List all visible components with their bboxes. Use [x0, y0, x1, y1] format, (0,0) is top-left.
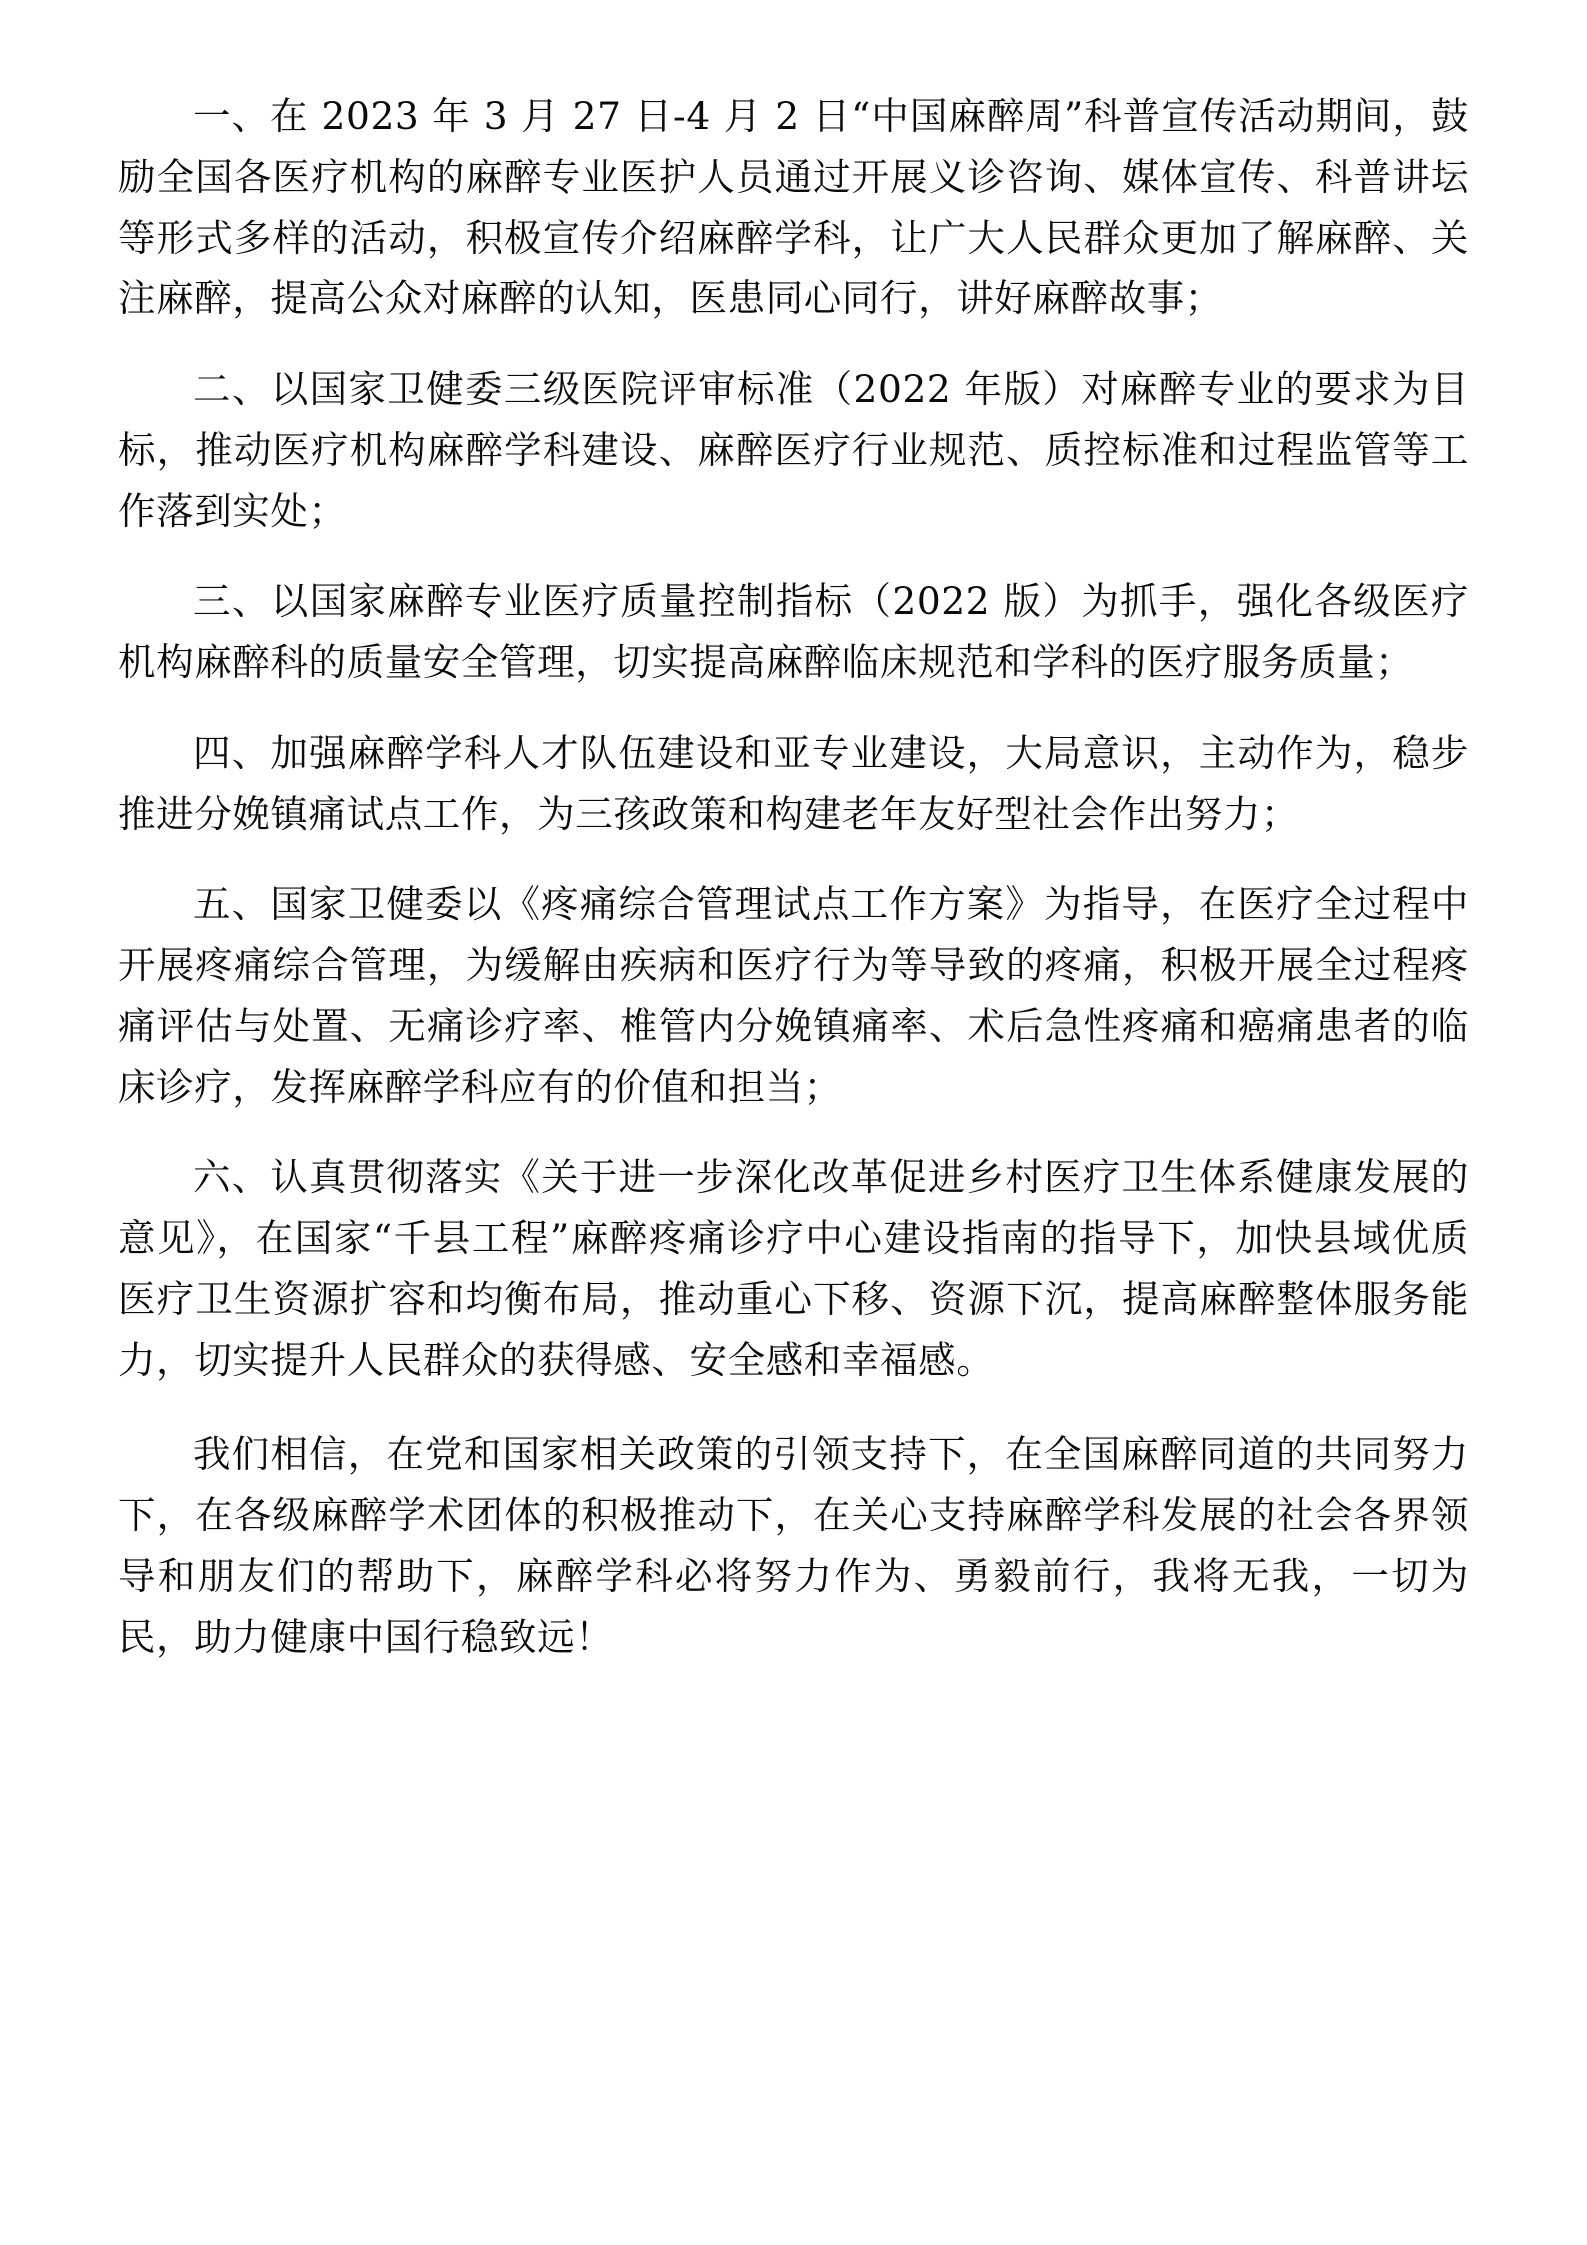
paragraph-3: 三、以国家麻醉专业医疗质量控制指标（2022 版）为抓手，强化各级医疗机构麻醉科的质量安全管理，切实提高麻醉临床规范和学科的医疗服务质量；: [118, 579, 1469, 684]
paragraph-7: 我们相信，在党和国家相关政策的引领支持下，在全国麻醉同道的共同努力下，在各级麻醉学术团体的积极推动下，在关心支持麻醉学科发展的社会各界领导和朋友们的帮助下，麻醉学科必将努力作为、勇毅前行，我将无我，一切为民，助力健康中国行稳致远！: [118, 1432, 1469, 1659]
document-body: [118, 86, 1469, 1667]
paragraph-5: 五、国家卫健委以《疼痛综合管理试点工作方案》为指导，在医疗全过程中开展疼痛综合管理，为缓解由疾病和医疗行为等导致的疼痛，积极开展全过程疼痛评估与处置、无痛诊疗率、椎管内分娩镇痛率、术后急性疼痛和癌痛患者的临床诊疗，发挥麻醉学科应有的价值和担当；: [118, 882, 1469, 1109]
paragraph-6: 六、认真贯彻落实《关于进一步深化改革促进乡村医疗卫生体系健康发展的意见》，在国家“千县工程”麻醉疼痛诊疗中心建设指南的指导下，加快县域优质医疗卫生资源扩容和均衡布局，推动重心下移、资源下沉，提高麻醉整体服务能力，切实提升人民群众的获得感、安全感和幸福感。: [118, 1155, 1469, 1382]
paragraph-4: 四、加强麻醉学科人才队伍建设和亚专业建设，大局意识，主动作为，稳步推进分娩镇痛试点工作，为三孩政策和构建老年友好型社会作出努力；: [118, 730, 1469, 836]
paragraph-1: 一、在 2023 年 3 月 27 日-4 月 2 日“中国麻醉周”科普宣传活动期间，鼓励全国各医疗机构的麻醉专业医护人员通过开展义诊咨询、媒体宣传、科普讲坛等形式多样的活动，积极宣传介绍麻醉学科，让广大人民群众更加了解麻醉、关注麻醉，提高公众对麻醉的认知，医患同心同行，讲好麻醉故事；: [118, 94, 1469, 321]
paragraph-2: 二、以国家卫健委三级医院评审标准（2022 年版）对麻醉专业的要求为目标，推动医疗机构麻醉学科建设、麻醉医疗行业规范、质控标准和过程监管等工作落到实处；: [118, 367, 1469, 533]
